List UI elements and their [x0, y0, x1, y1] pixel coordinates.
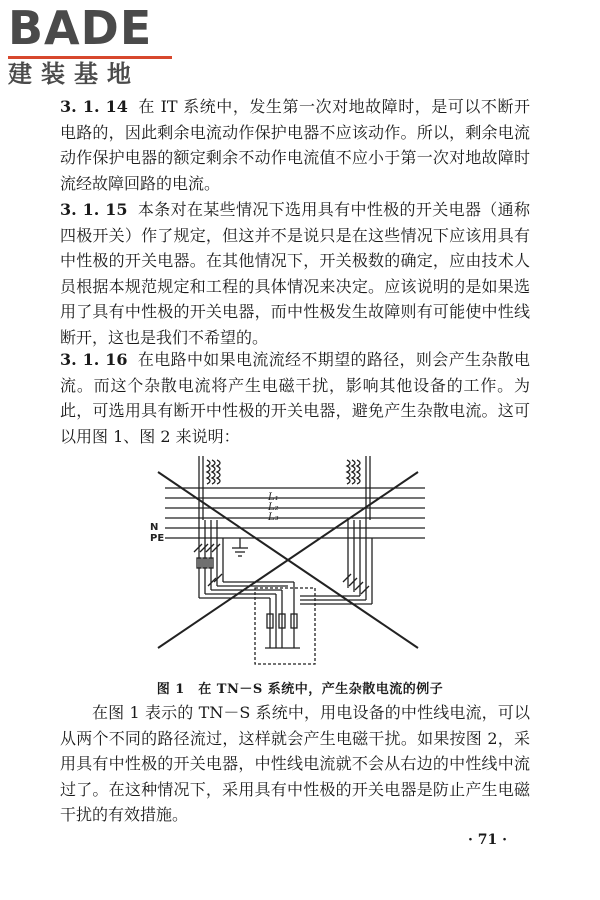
clause-text: 在 IT 系统中，发生第一次对地故障时，是可以不断开电路的，因此剩余电流动作保护电器不应该动作。所以，剩余电流动作保护电器的额定剩余不动作电流值不应小于第一次对地故障时流经故障回路的电流。 — [60, 97, 530, 193]
clause-text: 在电路中如果电流流经不期望的路径，则会产生杂散电流。而这个杂散电流将产生电磁干扰，影响其他设备的工作。为此，可选用具有断开中性极的开关电器，避免产生杂散电流。这可以用图 1、图 2 来说明： — [60, 350, 530, 446]
label-n: N — [150, 522, 159, 533]
circuit-diagram-svg — [150, 448, 440, 670]
label-pe: PE — [150, 533, 165, 544]
clause-3-1-14 — [60, 94, 530, 196]
clause-number: 3. 1. 16 — [60, 350, 128, 369]
label-l1: L₁ — [268, 492, 279, 503]
clause-3-1-16 — [60, 347, 530, 449]
logo-chinese-wordmark: 建装基地 — [8, 60, 140, 88]
brand-logo — [8, 1, 178, 90]
right-switchgear-icon — [343, 520, 372, 604]
label-l3: L₃ — [268, 512, 279, 523]
page-number: · 71 · — [468, 832, 507, 848]
closing-paragraph: 在图 1 表示的 TN－S 系统中，用电设备的中性线电流，可以从两个不同的路径流过，这样就会产生电磁干扰。如果按图 2，采用具有中性极的开关电器，中性线电流就不会从右边的中性线中流过了。在这种情况下，采用具有中性极的开关电器是防止产生电磁干扰的有效措施。 — [60, 703, 530, 824]
label-l2: L₂ — [268, 502, 279, 513]
earth-ground-icon — [232, 538, 248, 556]
figure-1-circuit-diagram — [150, 448, 440, 670]
logo-divider — [8, 56, 172, 59]
figure-caption: 图 1 在 TN－S 系统中，产生杂散电流的例子 — [156, 682, 444, 697]
clause-text: 本条对在某些情况下选用具有中性极的开关电器（通称四极开关）作了规定，但这并不是说只是在这些情况下应该用具有中性极的开关电器。在其他情况下，开关极数的确定，应由技术人员根据本规范规定和工程的具体情况来决定。应该说明的是如果选用了具有中性极的开关电器，而中性极发生故障则有可能使中性线断开，这也是我们不希望的。 — [60, 200, 530, 347]
clause-number: 3. 1. 15 — [60, 200, 128, 219]
logo-english-wordmark: BADE — [8, 1, 153, 55]
load-feeder-wiring — [199, 582, 372, 604]
bus-lines — [165, 488, 425, 538]
clause-3-1-15 — [60, 197, 530, 350]
clause-number: 3. 1. 14 — [60, 97, 128, 116]
